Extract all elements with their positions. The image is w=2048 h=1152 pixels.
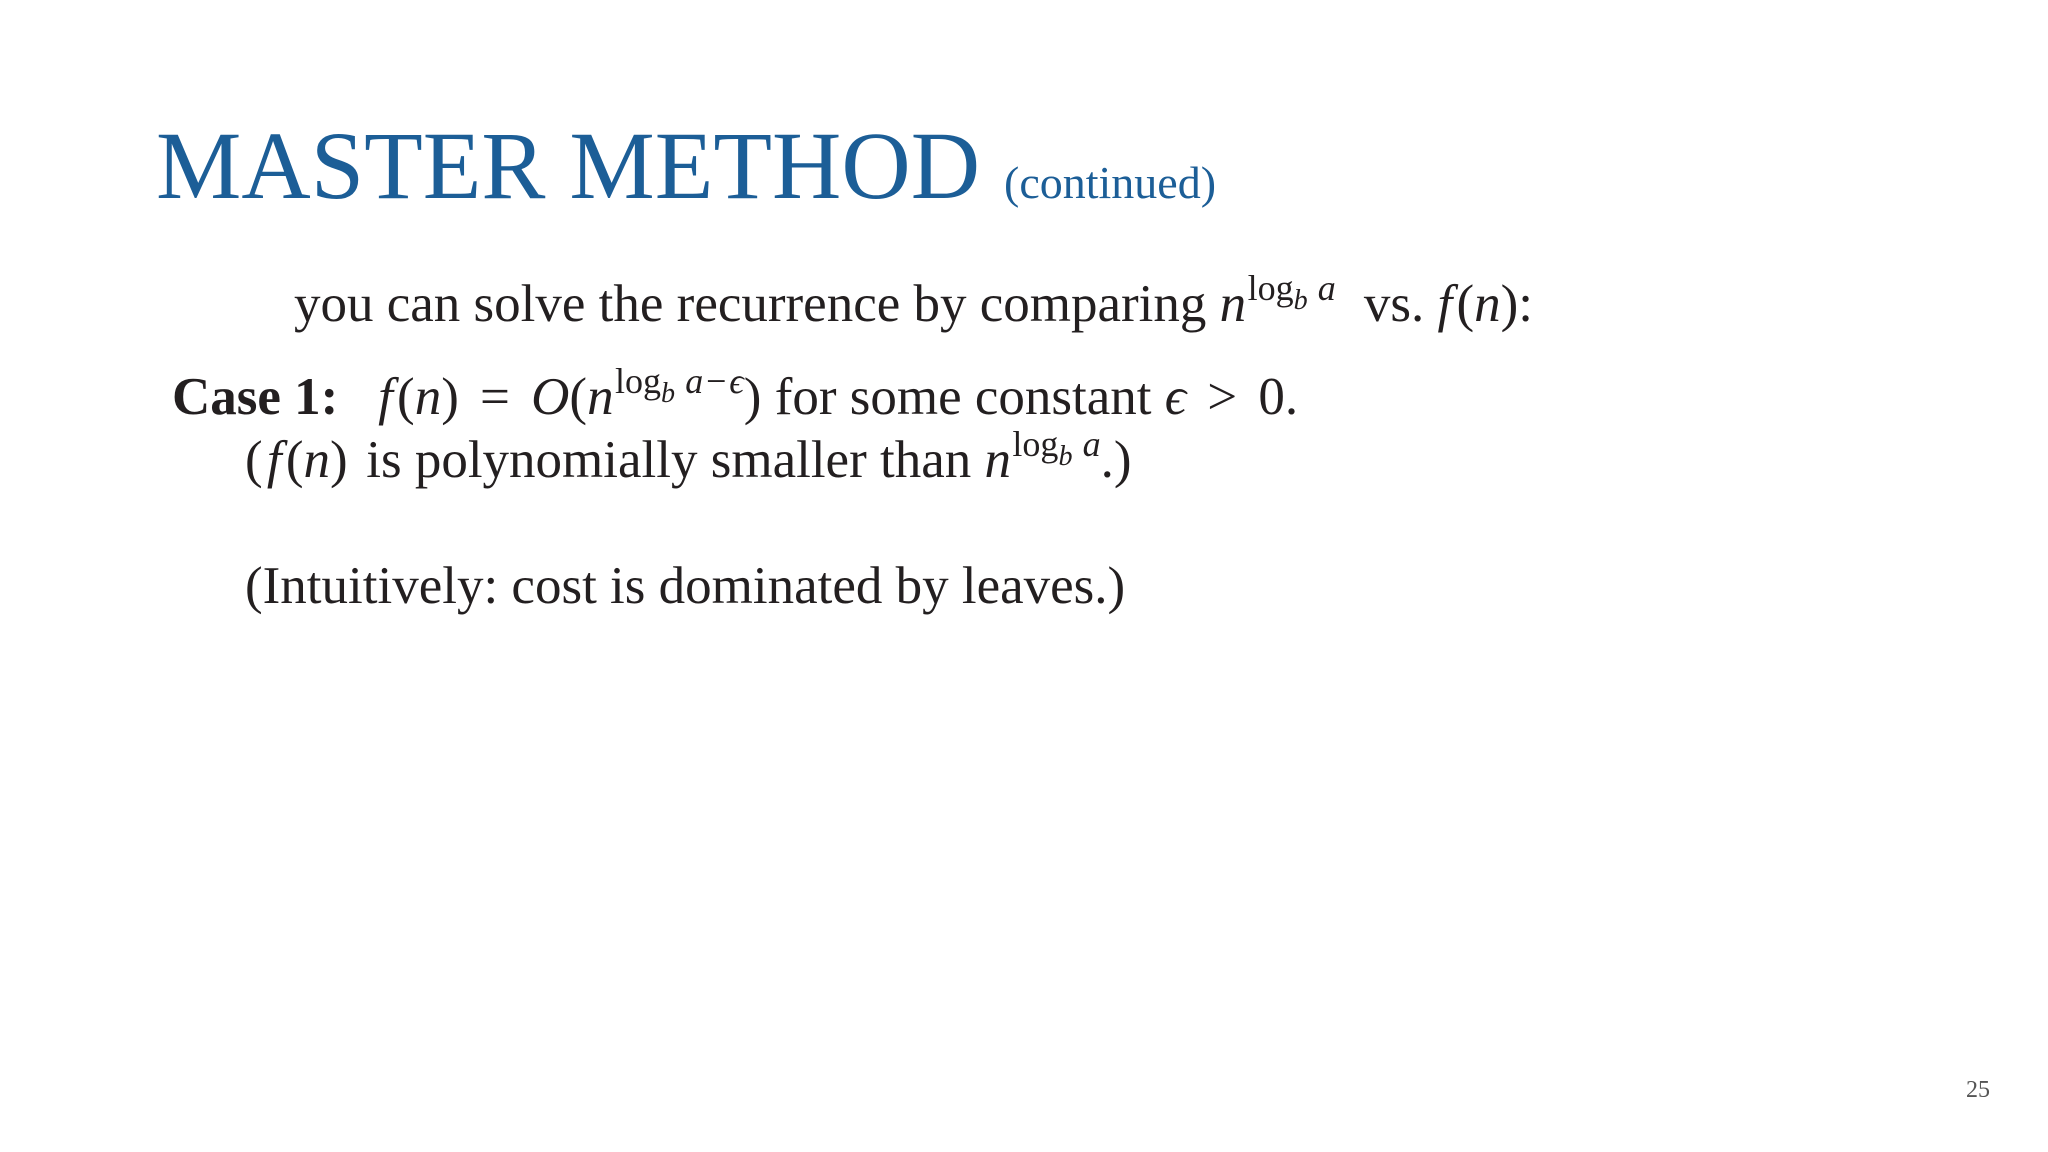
intro-text: you can solve the recurrence by comparing	[294, 275, 1207, 333]
paren-close: )	[743, 368, 762, 426]
case-1-note-line	[245, 424, 1132, 489]
paren-close: )	[441, 368, 459, 426]
slide-subtitle: (continued)	[1004, 157, 1217, 208]
condition-text: for some constant	[774, 368, 1152, 426]
math-f: f	[378, 368, 393, 426]
exponent-log: log	[615, 361, 662, 402]
equals-sign: =	[480, 368, 510, 426]
f-of-n-expression	[1438, 275, 1534, 333]
exponent-epsilon: ϵ	[729, 361, 744, 402]
vs-text: vs.	[1363, 275, 1425, 333]
paren-open: (	[285, 431, 304, 489]
title-row	[156, 112, 1217, 219]
math-n: n	[984, 431, 1011, 489]
paren-open: (	[569, 368, 588, 426]
slide-title: MASTER METHOD	[156, 112, 981, 219]
exponent-minus: −	[706, 361, 727, 402]
math-n: n	[1219, 275, 1247, 333]
exponent-arg: a	[685, 361, 704, 402]
case-1-condition-expression	[378, 361, 762, 426]
exponent	[1247, 268, 1336, 317]
intro-line	[294, 268, 1533, 333]
intuition-text: (Intuitively: cost is dominated by leaves.)	[245, 557, 1126, 615]
paren-close: )	[330, 431, 348, 489]
case-1-line	[172, 361, 1299, 426]
case-label: Case 1:	[172, 368, 339, 426]
note-end: .)	[1100, 431, 1132, 489]
zero-value: 0.	[1258, 368, 1299, 426]
exponent-log-base: b	[1058, 441, 1073, 473]
paren-open: (	[245, 431, 263, 489]
math-n: n	[587, 368, 614, 426]
n-log-b-a-expression	[1219, 268, 1336, 333]
paren-open: (	[397, 368, 415, 426]
exponent	[1012, 424, 1101, 473]
math-f: f	[1437, 275, 1453, 333]
exponent-log-base: b	[661, 378, 676, 410]
math-f: f	[266, 431, 282, 489]
paren-close-colon: ):	[1500, 275, 1533, 333]
paren-open: (	[1456, 275, 1475, 333]
exponent-log-base: b	[1293, 285, 1308, 317]
note-text: is polynomially smaller than	[366, 431, 972, 489]
intuition-line	[245, 557, 1126, 615]
exponent	[615, 361, 744, 410]
greater-than-sign: >	[1207, 368, 1238, 426]
big-o: O	[531, 368, 570, 426]
math-n: n	[303, 431, 331, 489]
exponent-log: log	[1247, 268, 1294, 309]
exponent-log: log	[1012, 424, 1059, 465]
math-n: n	[414, 368, 442, 426]
exponent-arg: a	[1082, 424, 1101, 465]
page-number: 25	[1966, 1077, 1990, 1103]
exponent-arg: a	[1317, 268, 1336, 309]
math-epsilon: ϵ	[1164, 368, 1187, 426]
math-n: n	[1474, 275, 1501, 333]
